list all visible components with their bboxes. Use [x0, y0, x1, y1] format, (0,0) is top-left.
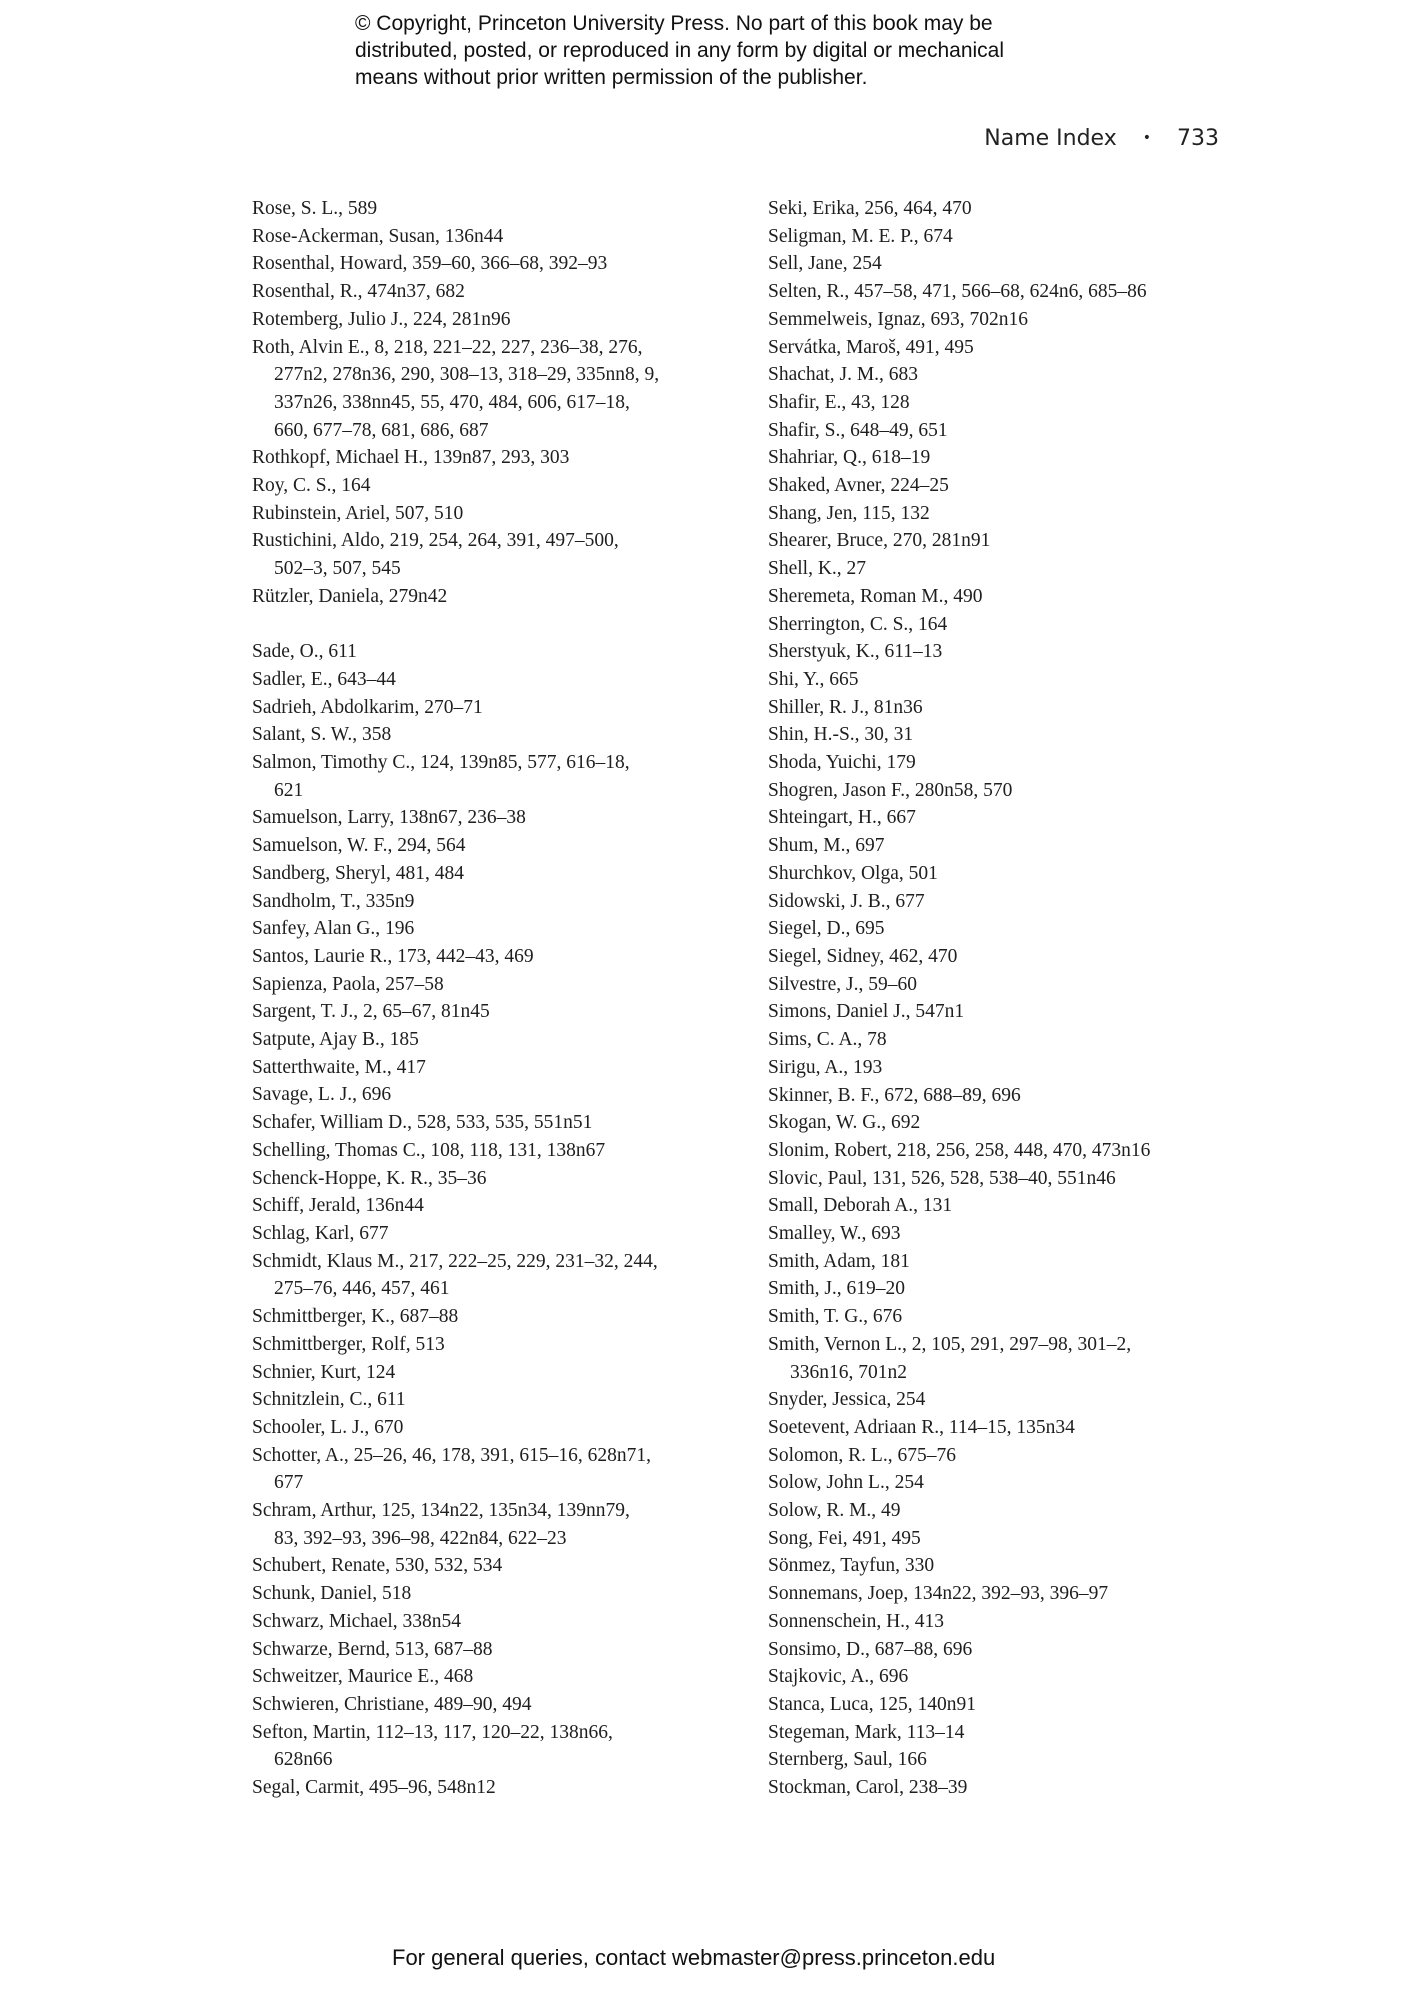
index-entry-line: Rubinstein, Ariel, 507, 510 — [252, 502, 464, 524]
index-entry — [768, 500, 1238, 528]
index-entry-line: Rützler, Daniela, 279n42 — [252, 585, 448, 607]
index-entry-line: Schmittberger, Rolf, 513 — [252, 1333, 445, 1355]
index-entry-line: Siegel, Sidney, 462, 470 — [768, 945, 958, 967]
index-entry-line: Slonim, Robert, 218, 256, 258, 448, 470, 473n16 — [768, 1139, 1151, 1161]
index-entry-line: Seki, Erika, 256, 464, 470 — [768, 198, 972, 219]
index-entry — [252, 1608, 722, 1636]
index-entry — [252, 583, 722, 611]
index-entry-line: Schiff, Jerald, 136n44 — [252, 1195, 424, 1217]
index-entry-line: Shahriar, Q., 618–19 — [768, 447, 931, 469]
index-entry-line: Shafir, E., 43, 128 — [768, 391, 910, 413]
index-entry-line: Schwarz, Michael, 338n54 — [252, 1610, 462, 1632]
index-entry — [252, 1719, 722, 1774]
index-entry-continuation: 621 — [274, 779, 304, 801]
index-entry — [252, 223, 722, 251]
index-entry-line: Schooler, L. J., 670 — [252, 1416, 404, 1438]
index-entry — [252, 832, 722, 860]
index-entry-continuation: 628n66 — [274, 1749, 333, 1771]
index-entry — [252, 1359, 722, 1387]
index-entry-line: Shteingart, H., 667 — [768, 807, 916, 829]
index-entry — [768, 1580, 1238, 1608]
index-entry — [768, 1746, 1238, 1774]
bullet-separator: • — [1142, 130, 1151, 146]
index-entry — [768, 444, 1238, 472]
index-entry — [768, 555, 1238, 583]
index-entry — [252, 1580, 722, 1608]
index-entry — [768, 915, 1238, 943]
index-entry — [768, 998, 1238, 1026]
copyright-notice — [355, 10, 1115, 91]
index-entry — [252, 888, 722, 916]
index-entry — [768, 1469, 1238, 1497]
index-entry-line: Rosenthal, R., 474n37, 682 — [252, 281, 465, 303]
index-entry — [768, 804, 1238, 832]
index-entry-line: Schwarze, Bernd, 513, 687–88 — [252, 1638, 493, 1660]
index-entry — [252, 1386, 722, 1414]
index-entry — [252, 195, 722, 223]
index-entry-line: Sandholm, T., 335n9 — [252, 890, 415, 912]
index-entry-line: Shin, H.-S., 30, 31 — [768, 724, 914, 746]
page-number: 733 — [1177, 126, 1219, 151]
index-entry — [252, 1636, 722, 1664]
index-entry-line: Roth, Alvin E., 8, 218, 221–22, 227, 236–38, 276, — [252, 336, 643, 358]
index-entry — [252, 527, 722, 582]
index-entry — [252, 472, 722, 500]
index-entry — [768, 1636, 1238, 1664]
index-entry-line: Seligman, M. E. P., 674 — [768, 225, 953, 247]
index-entry — [252, 1137, 722, 1165]
index-entry-line: Snyder, Jessica, 254 — [768, 1389, 926, 1411]
index-entry-line: Sönmez, Tayfun, 330 — [768, 1555, 935, 1577]
index-entry — [768, 1774, 1238, 1802]
index-entry — [252, 943, 722, 971]
index-entry-line: Satterthwaite, M., 417 — [252, 1056, 426, 1078]
index-entry-continuation: 660, 677–78, 681, 686, 687 — [274, 419, 489, 441]
index-entry — [252, 694, 722, 722]
index-entry-line: Sheremeta, Roman M., 490 — [768, 585, 983, 607]
index-entry-line: Schotter, A., 25–26, 46, 178, 391, 615–16, 628n71, — [252, 1444, 651, 1466]
index-entry — [768, 1220, 1238, 1248]
index-entry — [768, 1137, 1238, 1165]
index-entry-line: Servátka, Maroš, 491, 495 — [768, 336, 974, 358]
index-entry-line: Roy, C. S., 164 — [252, 475, 371, 497]
index-entry-line: Satpute, Ajay B., 185 — [252, 1029, 419, 1051]
index-entry-line: Schmidt, Klaus M., 217, 222–25, 229, 231–32, 244, — [252, 1250, 658, 1272]
index-entry-line: Schelling, Thomas C., 108, 118, 131, 138n67 — [252, 1139, 606, 1161]
index-entry — [768, 472, 1238, 500]
index-column-right — [768, 195, 1238, 1802]
index-entry — [252, 1774, 722, 1802]
index-entry — [252, 998, 722, 1026]
index-entry-line: Sidowski, J. B., 677 — [768, 890, 925, 912]
index-entry-line: Solow, John L., 254 — [768, 1472, 924, 1494]
index-entry — [768, 1386, 1238, 1414]
index-entry-line: Sargent, T. J., 2, 65–67, 81n45 — [252, 1001, 490, 1023]
index-entry — [768, 250, 1238, 278]
index-entry — [252, 250, 722, 278]
index-entry-line: Skinner, B. F., 672, 688–89, 696 — [768, 1084, 1021, 1106]
index-entry-line: Samuelson, Larry, 138n67, 236–38 — [252, 807, 526, 829]
index-entry-line: Rustichini, Aldo, 219, 254, 264, 391, 497–500, — [252, 530, 619, 552]
index-entry-line: Slovic, Paul, 131, 526, 528, 538–40, 551n46 — [768, 1167, 1116, 1189]
index-entry — [768, 860, 1238, 888]
index-entry — [768, 223, 1238, 251]
index-entry — [768, 583, 1238, 611]
index-entry — [768, 888, 1238, 916]
index-entry — [768, 971, 1238, 999]
index-entry-line: Sapienza, Paola, 257–58 — [252, 973, 444, 995]
index-entry — [768, 1608, 1238, 1636]
index-entry — [768, 1497, 1238, 1525]
index-entry — [768, 1663, 1238, 1691]
index-entry-line: Schram, Arthur, 125, 134n22, 135n34, 139nn79, — [252, 1500, 630, 1522]
index-entry-line: Sirigu, A., 193 — [768, 1056, 883, 1078]
index-entry — [768, 417, 1238, 445]
index-entry — [768, 389, 1238, 417]
index-entry — [252, 334, 722, 445]
index-entry — [768, 777, 1238, 805]
index-entry-line: Sade, O., 611 — [252, 641, 357, 663]
index-entry-line: Smith, Adam, 181 — [768, 1250, 910, 1272]
index-entry-line: Shoda, Yuichi, 179 — [768, 752, 916, 774]
index-entry-line: Sonnenschein, H., 413 — [768, 1610, 945, 1632]
index-entry — [768, 1442, 1238, 1470]
index-entry — [768, 1303, 1238, 1331]
index-entry-line: Salmon, Timothy C., 124, 139n85, 577, 616–18, — [252, 752, 630, 774]
index-entry-line: Soetevent, Adriaan R., 114–15, 135n34 — [768, 1416, 1075, 1438]
index-entry-line: Smith, J., 619–20 — [768, 1278, 906, 1300]
index-entry-line: Sadrieh, Abdolkarim, 270–71 — [252, 696, 483, 718]
index-entry-line: Selten, R., 457–58, 471, 566–68, 624n6, 685–86 — [768, 281, 1147, 303]
index-entry-line: Sherstyuk, K., 611–13 — [768, 641, 943, 663]
index-entry-line: Schwieren, Christiane, 489–90, 494 — [252, 1693, 532, 1715]
index-entry-line: Sanfey, Alan G., 196 — [252, 918, 415, 940]
index-entry — [252, 278, 722, 306]
index-entry-line: Siegel, D., 695 — [768, 918, 885, 940]
index-entry-line: Smalley, W., 693 — [768, 1223, 901, 1245]
index-entry-continuation: 677 — [274, 1472, 304, 1494]
index-entry — [768, 527, 1238, 555]
index-entry — [252, 1414, 722, 1442]
index-entry-continuation: 83, 392–93, 396–98, 422n84, 622–23 — [274, 1527, 567, 1549]
index-entry — [768, 1331, 1238, 1386]
index-entry — [252, 971, 722, 999]
footer-contact: For general queries, contact webmaster@press.princeton.edu — [392, 1945, 996, 1970]
index-entry-line: Shogren, Jason F., 280n58, 570 — [768, 779, 1013, 801]
index-entry — [768, 1109, 1238, 1137]
index-entry — [768, 278, 1238, 306]
index-entry — [252, 306, 722, 334]
index-entry — [768, 306, 1238, 334]
index-entry — [768, 1248, 1238, 1276]
index-entry-line: Samuelson, W. F., 294, 564 — [252, 835, 466, 857]
index-entry-line: Silvestre, J., 59–60 — [768, 973, 917, 995]
index-entry — [252, 804, 722, 832]
section-title: Name Index — [984, 126, 1117, 151]
index-entry — [768, 832, 1238, 860]
index-entry-line: Shum, M., 697 — [768, 835, 885, 857]
index-entry-line: Savage, L. J., 696 — [252, 1084, 392, 1106]
index-entry — [252, 749, 722, 804]
index-entry-line: Sternberg, Saul, 166 — [768, 1749, 927, 1771]
index-entry-line: Schafer, William D., 528, 533, 535, 551n51 — [252, 1112, 593, 1134]
index-entry-continuation: 336n16, 701n2 — [790, 1361, 907, 1383]
index-entry-line: Sefton, Martin, 112–13, 117, 120–22, 138n66, — [252, 1721, 613, 1743]
index-entry-continuation: 502–3, 507, 545 — [274, 558, 401, 580]
index-entry — [768, 1552, 1238, 1580]
index-entry — [768, 1054, 1238, 1082]
index-entry — [768, 721, 1238, 749]
index-entry-line: Sonnemans, Joep, 134n22, 392–93, 396–97 — [768, 1583, 1109, 1605]
index-entry — [252, 1165, 722, 1193]
index-entry-line: Smith, T. G., 676 — [768, 1306, 903, 1328]
index-entry — [252, 1303, 722, 1331]
index-entry-line: Shang, Jen, 115, 132 — [768, 502, 930, 524]
index-entry — [252, 1081, 722, 1109]
index-entry — [252, 1054, 722, 1082]
index-entry — [768, 666, 1238, 694]
index-entry-line: Sandberg, Sheryl, 481, 484 — [252, 862, 464, 884]
index-entry-line: Shaked, Avner, 224–25 — [768, 475, 949, 497]
running-head — [984, 126, 1219, 151]
index-entry-line: Rosenthal, Howard, 359–60, 366–68, 392–93 — [252, 253, 608, 275]
index-entry — [768, 1082, 1238, 1110]
index-entry-line: Smith, Vernon L., 2, 105, 291, 297–98, 301–2, — [768, 1333, 1132, 1355]
index-entry — [768, 694, 1238, 722]
index-entry — [768, 1414, 1238, 1442]
index-entry — [768, 1275, 1238, 1303]
copyright-line: distributed, posted, or reproduced in any form by digital or mechanical — [355, 39, 1005, 62]
index-entry-line: Semmelweis, Ignaz, 693, 702n16 — [768, 308, 1028, 330]
index-entry-line: Shachat, J. M., 683 — [768, 364, 919, 386]
index-entry — [768, 638, 1238, 666]
index-entry-line: Shiller, R. J., 81n36 — [768, 696, 923, 718]
index-entry — [768, 749, 1238, 777]
index-entry-line: Rose-Ackerman, Susan, 136n44 — [252, 225, 504, 247]
index-entry — [252, 1192, 722, 1220]
index-entry-line: Shi, Y., 665 — [768, 668, 859, 690]
index-entry-line: Song, Fei, 491, 495 — [768, 1527, 921, 1549]
index-entry — [252, 500, 722, 528]
index-entry — [768, 361, 1238, 389]
index-entry-continuation: 275–76, 446, 457, 461 — [274, 1278, 450, 1300]
index-entry-line: Simons, Daniel J., 547n1 — [768, 1001, 965, 1023]
index-entry-line: Schweitzer, Maurice E., 468 — [252, 1666, 474, 1688]
index-entry-line: Schenck-Hoppe, K. R., 35–36 — [252, 1167, 487, 1189]
index-entry — [768, 1026, 1238, 1054]
index-entry-line: Shearer, Bruce, 270, 281n91 — [768, 530, 991, 552]
index-entry — [768, 195, 1238, 223]
index-entry-line: Stajkovic, A., 696 — [768, 1666, 909, 1688]
index-entry-line: Sadler, E., 643–44 — [252, 668, 396, 690]
index-entry-line: Schmittberger, K., 687–88 — [252, 1306, 459, 1328]
index-entry — [252, 444, 722, 472]
copyright-line: means without prior written permission of the publisher. — [355, 66, 868, 89]
index-entry-line: Small, Deborah A., 131 — [768, 1195, 953, 1217]
index-entry-line: Schubert, Renate, 530, 532, 534 — [252, 1555, 503, 1577]
index-entry — [252, 1663, 722, 1691]
index-entry — [252, 721, 722, 749]
index-entry-continuation: 277n2, 278n36, 290, 308–13, 318–29, 335nn8, 9, — [274, 364, 660, 386]
index-entry — [252, 1331, 722, 1359]
index-entry — [768, 1525, 1238, 1553]
index-entry — [252, 638, 722, 666]
index-entry — [768, 334, 1238, 362]
index-entry-line: Schnitzlein, C., 611 — [252, 1389, 406, 1411]
index-entry-line: Solow, R. M., 49 — [768, 1500, 901, 1522]
index-entry-line: Sherrington, C. S., 164 — [768, 613, 948, 635]
letter-group-gap — [252, 611, 722, 639]
index-entry — [252, 1026, 722, 1054]
index-entry — [768, 1719, 1238, 1747]
index-entry-line: Schnier, Kurt, 124 — [252, 1361, 396, 1383]
index-entry-line: Shurchkov, Olga, 501 — [768, 862, 938, 884]
index-entry-line: Schlag, Karl, 677 — [252, 1223, 389, 1244]
index-entry-line: Rose, S. L., 589 — [252, 198, 378, 219]
index-entry-line: Sell, Jane, 254 — [768, 253, 882, 275]
index-entry — [768, 1691, 1238, 1719]
index-entry — [252, 915, 722, 943]
index-entry-line: Stockman, Carol, 238–39 — [768, 1777, 968, 1799]
index-entry — [768, 611, 1238, 639]
index-entry — [252, 1497, 722, 1552]
index-entry — [252, 1109, 722, 1137]
copyright-line: © Copyright, Princeton University Press. No part of this book may be — [355, 12, 993, 35]
index-entry — [252, 1220, 722, 1248]
index-entry — [252, 1248, 722, 1303]
index-entry-continuation: 337n26, 338nn45, 55, 470, 484, 606, 617–18, — [274, 391, 630, 413]
index-entry-line: Solomon, R. L., 675–76 — [768, 1444, 956, 1466]
index-entry-line: Segal, Carmit, 495–96, 548n12 — [252, 1777, 496, 1799]
index-entry — [252, 1691, 722, 1719]
index-entry-line: Sonsimo, D., 687–88, 696 — [768, 1638, 973, 1660]
index-entry-line: Salant, S. W., 358 — [252, 724, 392, 746]
index-entry — [252, 860, 722, 888]
index-entry — [252, 666, 722, 694]
index-entry-line: Schunk, Daniel, 518 — [252, 1583, 412, 1605]
index-entry — [768, 943, 1238, 971]
index-entry-line: Santos, Laurie R., 173, 442–43, 469 — [252, 945, 534, 967]
index-entry — [252, 1552, 722, 1580]
index-entry-line: Stanca, Luca, 125, 140n91 — [768, 1693, 976, 1715]
index-entry-line: Shafir, S., 648–49, 651 — [768, 419, 948, 441]
index-entry — [768, 1192, 1238, 1220]
index-entry-line: Skogan, W. G., 692 — [768, 1112, 921, 1134]
index-entry-line: Shell, K., 27 — [768, 558, 867, 580]
index-entry-line: Sims, C. A., 78 — [768, 1029, 887, 1051]
index-entry — [768, 1165, 1238, 1193]
index-entry-line: Stegeman, Mark, 113–14 — [768, 1721, 965, 1743]
index-entry-line: Rothkopf, Michael H., 139n87, 293, 303 — [252, 447, 570, 469]
index-column-left — [252, 195, 722, 1802]
index-entry-line: Rotemberg, Julio J., 224, 281n96 — [252, 308, 511, 330]
index-entry — [252, 1442, 722, 1497]
